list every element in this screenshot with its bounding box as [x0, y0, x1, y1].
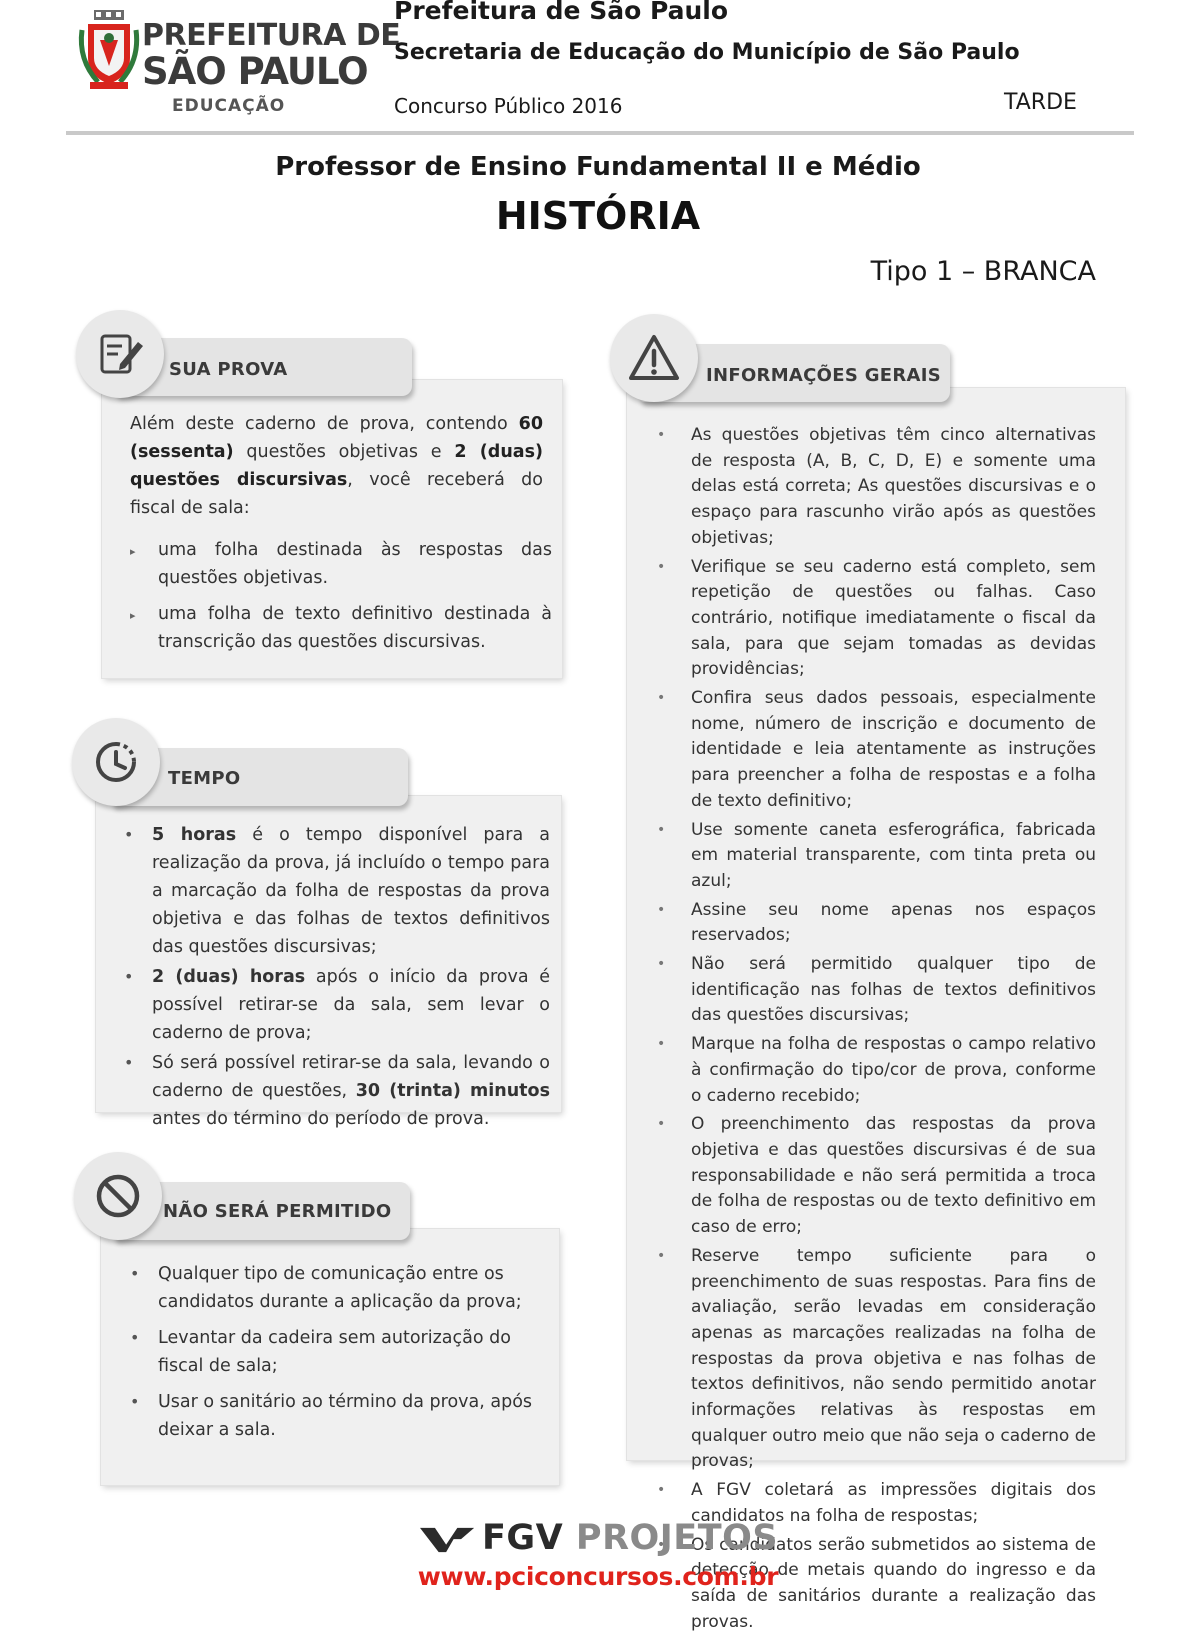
exam-shift: TARDE: [1004, 90, 1077, 115]
header-subtitle: Secretaria de Educação do Município de São Paulo: [394, 40, 1020, 65]
sua-prova-title: SUA PROVA: [169, 359, 288, 380]
clock-timer-icon: [90, 736, 142, 788]
list-item: ▸ uma folha de texto definitivo destinada à transcrição das questões discursivas.: [128, 600, 552, 656]
tempo-duration-text: é o tempo disponível para a realização da prova, já incluído o tempo para a marcação da folha de respostas da prova objetiva e das folhas de textos definitivos das questões discursivas;: [152, 825, 550, 957]
sua-prova-list: [128, 536, 552, 656]
intro-text-3: , você receberá do fiscal de sala:: [130, 470, 543, 518]
contest-label: Concurso Público 2016: [394, 94, 623, 118]
list-item: • Os candidatos serão submetidos ao sistema de detecção de metais quando do ingresso e da saída de sanitários durante a realização das provas.: [655, 1533, 1096, 1635]
nao-permitido-title: NÃO SERÁ PERMITIDO: [163, 1201, 392, 1222]
tempo-title: TEMPO: [168, 768, 241, 789]
footer-site-link[interactable]: www.pciconcursos.com.br: [417, 1562, 779, 1591]
header-title: Prefeitura de São Paulo: [394, 0, 729, 25]
tempo-min-stay: 2 (duas) horas: [152, 967, 306, 987]
fgv-projetos-logo: [418, 1518, 779, 1562]
sao-paulo-crest-icon: [80, 10, 138, 90]
exam-role: Professor de Ensino Fundamental II e Médio: [275, 152, 921, 182]
list-item: • Usar o sanitário ao término da prova, após deixar a sala.: [128, 1388, 548, 1444]
intro-text-1: Além deste caderno de prova, contendo: [130, 414, 519, 434]
list-item: • A FGV coletará as impressões digitais dos candidatos na folha de respostas;: [655, 1478, 1096, 1529]
fgv-brand-bold: FGV: [482, 1518, 564, 1558]
prefeitura-logo: [80, 8, 401, 118]
list-item: • Não será permitido qualquer tipo de identificação nas folhas de textos definitivos das questões discursivas;: [655, 952, 1096, 1029]
prohibited-icon: [92, 1170, 144, 1222]
logo-line-3: EDUCAÇÃO: [172, 96, 286, 116]
list-item: • As questões objetivas têm cinco alternativas de resposta (A, B, C, D, E) e somente uma delas está correta; As questões discursivas e o espaço para rascunho virão após as questões objetivas;: [655, 423, 1096, 552]
nao-permitido-icon-disc: [74, 1152, 162, 1240]
tempo-leave-pre: Só será possível retirar-se da sala, levando o caderno de questões,: [152, 1053, 550, 1101]
list-item: • Confira seus dados pessoais, especialmente nome, número de inscrição e documento de identidade e leia atentamente as instruções para preencher a folha de respostas e a folha de texto definitivo;: [655, 686, 1096, 815]
list-item: [122, 1049, 550, 1133]
tempo-leave-text: antes do término do período de prova.: [152, 1109, 490, 1129]
exam-subject: HISTÓRIA: [495, 194, 701, 238]
tempo-list: [122, 821, 550, 1133]
tempo-min-stay-text: após o início da prova é possível retirar-se da sala, sem levar o caderno de prova;: [152, 967, 550, 1043]
fgv-brand-light: PROJETOS: [575, 1518, 779, 1558]
list-item: [122, 821, 550, 961]
fgv-brand-text: [482, 1518, 778, 1558]
logo-line-1: PREFEITURA DE: [142, 18, 401, 53]
list-item: • Verifique se seu caderno está completo, sem repetição de questões ou falhas. Caso contrário, notifique imediatamente o fiscal da sala, para que sejam tomadas as devidas providências;: [655, 555, 1096, 684]
nao-permitido-list: [128, 1260, 548, 1444]
list-item: [122, 963, 550, 1047]
informacoes-list: [655, 423, 1096, 1635]
list-item: • Reserve tempo suficiente para o preenchimento de suas respostas. Para fins de avaliação, serão levadas em consideração apenas as marcações realizadas na folha de respostas da prova objetiva e nas folhas de textos definitivos, não sendo permitido anotar informações relativas às respostas em qualquer outro meio que não seja o caderno de provas;: [655, 1244, 1096, 1475]
logo-line-2: SÃO PAULO: [142, 50, 368, 93]
header-divider: [66, 131, 1134, 135]
list-item: • Assine seu nome apenas nos espaços reservados;: [655, 898, 1096, 949]
intro-text-2: questões objetivas e: [233, 442, 455, 462]
informacoes-title: INFORMAÇÕES GERAIS: [706, 365, 942, 386]
tempo-duration: 5 horas: [152, 825, 237, 845]
sua-prova-intro: [130, 410, 543, 522]
sua-prova-icon-disc: [76, 310, 164, 398]
warning-icon: [628, 332, 680, 384]
list-item: • Levantar da cadeira sem autorização do fiscal de sala;: [128, 1324, 548, 1380]
list-item: • O preenchimento das respostas da prova objetiva e das questões discursivas é de sua responsabilidade e não será permitida a troca de folha de respostas ou de texto definitivo em caso de erro;: [655, 1112, 1096, 1241]
intro-objective-count: 60 (sessenta): [130, 414, 543, 462]
list-item: • Use somente caneta esferográfica, fabricada em material transparente, com tinta preta ou azul;: [655, 818, 1096, 895]
list-item: • Marque na folha de respostas o campo relativo à confirmação do tipo/cor de prova, conforme o caderno recebido;: [655, 1032, 1096, 1109]
list-item: • Qualquer tipo de comunicação entre os candidatos durante a aplicação da prova;: [128, 1260, 548, 1316]
tempo-leave-minutes: 30 (trinta) minutos: [355, 1081, 550, 1101]
tempo-icon-disc: [72, 718, 160, 806]
exam-type: Tipo 1 – BRANCA: [870, 256, 1096, 287]
fgv-chevron-icon: [418, 1526, 478, 1554]
edit-document-icon: [94, 328, 146, 380]
intro-discursive-count: 2 (duas) questões discursivas: [130, 442, 543, 490]
informacoes-icon-disc: [610, 314, 698, 402]
list-item: ▸ uma folha destinada às respostas das questões objetivas.: [128, 536, 552, 592]
